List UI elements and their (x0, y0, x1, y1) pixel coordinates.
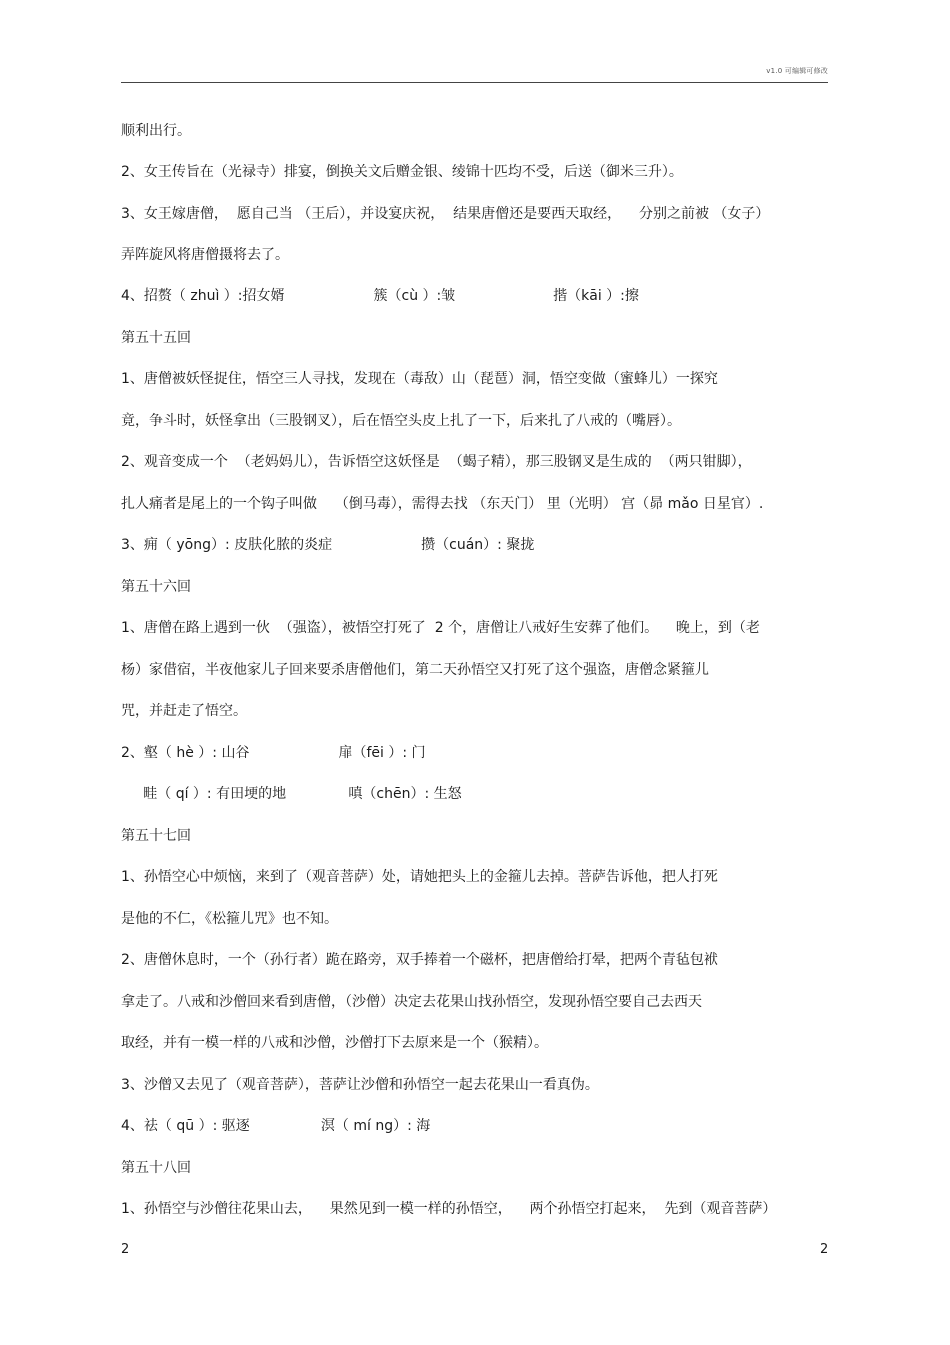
chapter-heading: 第五十六回 (121, 579, 191, 595)
text-line: 扎人痛者是尾上的一个钩子叫做 （倒马毒），需得去找 （东天门） 里（光明） 宫（昴 mǎo 日星官）. (121, 496, 764, 512)
text-line: 杨）家借宿，半夜他家儿子回来要杀唐僧他们，第二天孙悟空又打死了这个强盗，唐僧念紧箍儿 (121, 662, 709, 678)
text-line: 1、孙悟空与沙僧往花果山去， 果然见到一模一样的孙悟空， 两个孙悟空打起来， 先到（观音菩萨） (121, 1201, 777, 1217)
chapter-heading: 第五十五回 (121, 330, 191, 346)
text-line: 2、观音变成一个 （老妈妈儿），告诉悟空这妖怪是 （蝎子精），那三股钢叉是生成的 （两只钳脚）， (121, 454, 752, 470)
text-line: 4、祛（ qū ）: 驱逐 溟（ mí ng）: 海 (121, 1118, 431, 1134)
page-number-right: 2 (820, 1242, 829, 1257)
page-header (121, 60, 828, 83)
text-line: 2、女王传旨在（光禄寺）排宴，倒换关文后赠金银、绫锦十匹均不受，后送（御米三升）。 (121, 164, 683, 180)
text-line: 3、沙僧又去见了（观音菩萨），菩萨让沙僧和孙悟空一起去花果山一看真伪。 (121, 1077, 599, 1093)
text-line: 1、孙悟空心中烦恼，来到了（观音菩萨）处，请她把头上的金箍儿去掉。菩萨告诉他，把人打死 (121, 869, 718, 885)
text-line: 畦（ qí ）: 有田埂的地 嗔（chēn）: 生怒 (121, 786, 462, 802)
chapter-heading: 第五十八回 (121, 1160, 191, 1176)
version-label: v1.0 可编辑可修改 (766, 67, 828, 75)
text-line: 2、壑（ hè ）: 山谷 扉（fēi ）: 门 (121, 745, 426, 761)
text-line: 3、女王嫁唐僧， 愿自己当 （王后），并设宴庆祝， 结果唐僧还是要西天取经， 分别之前被 （女子） (121, 206, 770, 222)
text-line: 是他的不仁，《松箍儿咒》也不知。 (121, 911, 338, 927)
text-line: 取经，并有一模一样的八戒和沙僧，沙僧打下去原来是一个（猴精）。 (121, 1035, 548, 1051)
text-line: 2、唐僧休息时，一个（孙行者）跪在路旁，双手捧着一个磁杯，把唐僧给打晕，把两个青毡包袱 (121, 952, 718, 968)
text-line: 4、招赘（ zhuì ）:招女婿 簇（cù ）:皱 揩（kāi ）:擦 (121, 288, 639, 304)
chapter-heading: 第五十七回 (121, 828, 191, 844)
text-line: 1、唐僧被妖怪捉住，悟空三人寻找，发现在（毒敌）山（琵琶）洞，悟空变做（蜜蜂儿）一探究 (121, 371, 718, 387)
text-line: 弄阵旋风将唐僧摄将去了。 (121, 247, 289, 263)
text-line: 1、唐僧在路上遇到一伙 （强盗），被悟空打死了 2 个，唐僧让八戒好生安葬了他们。 晚上，到（老 (121, 620, 760, 636)
page-number-left: 2 (121, 1242, 130, 1257)
text-line: 拿走了。八戒和沙僧回来看到唐僧，（沙僧）决定去花果山找孙悟空，发现孙悟空要自己去西天 (121, 994, 702, 1010)
text-line: 竟，争斗时，妖怪拿出（三股钢叉），后在悟空头皮上扎了一下，后来扎了八戒的（嘴唇）。 (121, 413, 681, 429)
text-line: 顺利出行。 (121, 123, 191, 139)
text-line: 咒，并赶走了悟空。 (121, 703, 247, 719)
text-line: 3、痈（ yōng）: 皮肤化脓的炎症 攒（cuán）: 聚拢 (121, 537, 535, 553)
